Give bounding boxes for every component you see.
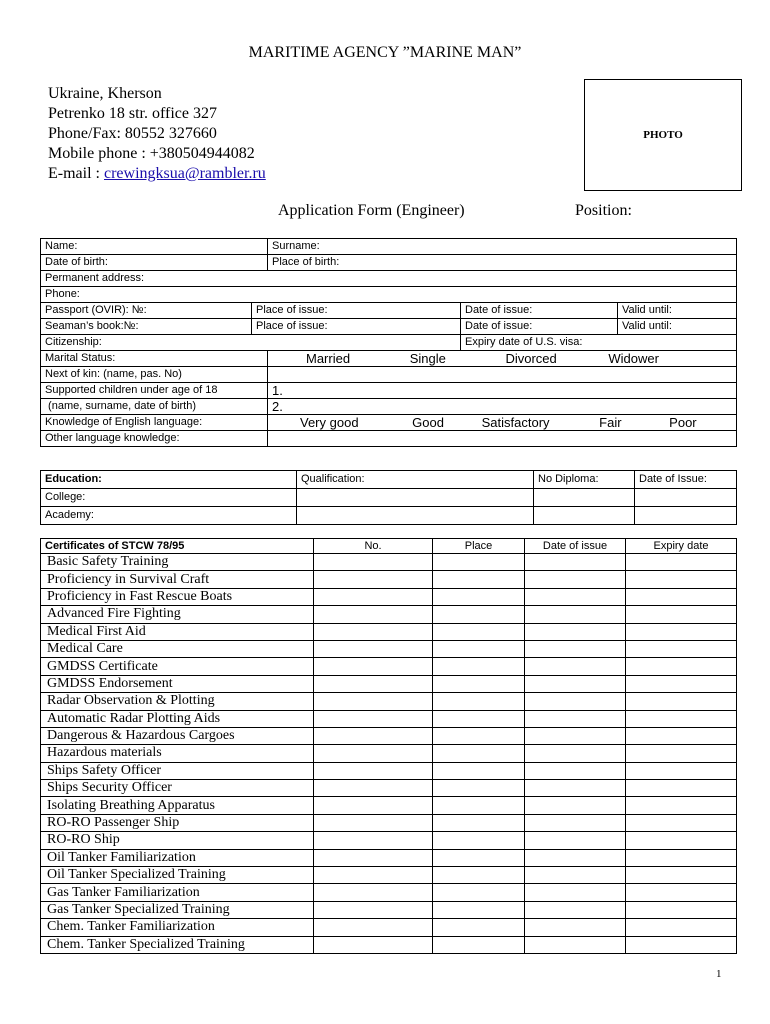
cert-date-field[interactable] (525, 901, 626, 918)
page-number: 1 (716, 968, 722, 980)
english-option-poor[interactable]: Poor (669, 415, 697, 430)
email-link[interactable]: crewingksua@rambler.ru (103, 165, 266, 182)
cert-number-field[interactable] (314, 901, 433, 918)
table-row (41, 431, 737, 447)
cert-expiry-field[interactable] (626, 780, 737, 797)
cert-date-field[interactable] (525, 919, 626, 936)
certificate-name: Radar Observation & Plotting (41, 693, 314, 710)
education-table (40, 470, 737, 525)
cert-number-field[interactable] (314, 606, 433, 623)
cert-number-field[interactable] (314, 658, 433, 675)
cert-date-field[interactable] (525, 884, 626, 901)
passport-date-field[interactable]: Date of issue: (461, 303, 618, 319)
cert-expiry-field[interactable] (626, 814, 737, 831)
marital-option-single[interactable]: Single (409, 351, 446, 366)
certificate-name: GMDSS Endorsement (41, 675, 314, 692)
certificate-name: Advanced Fire Fighting (41, 606, 314, 623)
cert-number-field[interactable] (314, 588, 433, 605)
table-row (41, 832, 737, 849)
cert-date-field[interactable] (525, 710, 626, 727)
cert-date-field[interactable] (525, 693, 626, 710)
cert-date-field[interactable] (525, 640, 626, 657)
table-row (41, 319, 737, 335)
cert-place-field[interactable] (433, 797, 525, 814)
cert-date-field[interactable] (525, 867, 626, 884)
certificate-name: Medical Care (41, 640, 314, 657)
marital-option-married[interactable]: Married (306, 351, 351, 366)
cert-number-field[interactable] (314, 727, 433, 744)
certificates-heading: Certificates of STCW 78/95 (41, 539, 314, 554)
cert-expiry-field[interactable] (626, 623, 737, 640)
cert-date-field[interactable] (525, 554, 626, 571)
col-date-header: Date of issue (525, 539, 626, 554)
cert-place-field[interactable] (433, 693, 525, 710)
children-label: Supported children under age of 18 (41, 383, 268, 399)
cert-number-field[interactable] (314, 936, 433, 953)
cert-date-field[interactable] (525, 797, 626, 814)
photo-label: PHOTO (643, 129, 683, 141)
surname-field[interactable]: Surname: (268, 239, 737, 255)
table-row (41, 901, 737, 918)
mobile-phone: Mobile phone : +380504944082 (48, 145, 255, 162)
table-row (41, 303, 737, 319)
phone-fax: Phone/Fax: 80552 327660 (48, 125, 217, 142)
cert-expiry-field[interactable] (626, 606, 737, 623)
cert-expiry-field[interactable] (626, 588, 737, 605)
cert-date-field[interactable] (525, 588, 626, 605)
email-label: E-mail : (48, 165, 104, 182)
name-field[interactable]: Name: (41, 239, 268, 255)
cert-date-field[interactable] (525, 762, 626, 779)
cert-place-field[interactable] (433, 571, 525, 588)
agency-title: MARITIME AGENCY ”MARINE MAN” (248, 44, 522, 61)
english-options (268, 415, 737, 431)
cert-expiry-field[interactable] (626, 919, 737, 936)
table-row (41, 884, 737, 901)
cert-date-field[interactable] (525, 727, 626, 744)
col-expiry-header: Expiry date (626, 539, 737, 554)
certificate-name: RO-RO Passenger Ship (41, 814, 314, 831)
cert-expiry-field[interactable] (626, 849, 737, 866)
cert-expiry-field[interactable] (626, 640, 737, 657)
cert-place-field[interactable] (433, 867, 525, 884)
cert-expiry-field[interactable] (626, 658, 737, 675)
cert-place-field[interactable] (433, 780, 525, 797)
table-row (41, 255, 737, 271)
college-date-field[interactable] (635, 489, 737, 507)
academy-qualification-field[interactable] (297, 507, 534, 525)
certificate-name: Proficiency in Survival Craft (41, 571, 314, 588)
cert-place-field[interactable] (433, 832, 525, 849)
col-place-header: Place (433, 539, 525, 554)
date-of-issue-header: Date of Issue: (635, 471, 737, 489)
cert-expiry-field[interactable] (626, 884, 737, 901)
table-row (41, 849, 737, 866)
cert-number-field[interactable] (314, 623, 433, 640)
cert-number-field[interactable] (314, 640, 433, 657)
cert-expiry-field[interactable] (626, 693, 737, 710)
cert-number-field[interactable] (314, 849, 433, 866)
table-row (41, 623, 737, 640)
table-row (41, 919, 737, 936)
certificates-header-row (41, 539, 737, 554)
cert-expiry-field[interactable] (626, 710, 737, 727)
certificate-name: Automatic Radar Plotting Aids (41, 710, 314, 727)
citizenship-field[interactable]: Citizenship: (41, 335, 461, 351)
next-of-kin-label: Next of kin: (name, pas. No) (41, 367, 268, 383)
certificate-name: Chem. Tanker Familiarization (41, 919, 314, 936)
table-row (41, 383, 737, 399)
contact-block (48, 84, 266, 184)
photo-box[interactable] (584, 79, 742, 191)
cert-place-field[interactable] (433, 606, 525, 623)
table-row (41, 351, 737, 367)
passport-valid-field[interactable]: Valid until: (618, 303, 737, 319)
certificate-name: Medical First Aid (41, 623, 314, 640)
table-row (41, 727, 737, 744)
cert-expiry-field[interactable] (626, 901, 737, 918)
cert-expiry-field[interactable] (626, 675, 737, 692)
academy-date-field[interactable] (635, 507, 737, 525)
table-row (41, 287, 737, 303)
certificate-name: Proficiency in Fast Rescue Boats (41, 588, 314, 605)
marital-option-divorced[interactable]: Divorced (505, 351, 557, 366)
cert-expiry-field[interactable] (626, 571, 737, 588)
table-row (41, 780, 737, 797)
email-line (48, 164, 266, 184)
table-row (41, 588, 737, 605)
academy-diploma-field[interactable] (534, 507, 635, 525)
address-field[interactable]: Permanent address: (41, 271, 737, 287)
certificates-table (40, 538, 737, 954)
english-option-good[interactable]: Good (412, 415, 444, 430)
cert-expiry-field[interactable] (626, 727, 737, 744)
table-row (41, 239, 737, 255)
cert-place-field[interactable] (433, 675, 525, 692)
certificate-name: Isolating Breathing Apparatus (41, 797, 314, 814)
cert-date-field[interactable] (525, 571, 626, 588)
cert-place-field[interactable] (433, 849, 525, 866)
certificate-name: Oil Tanker Familiarization (41, 849, 314, 866)
certificates-body (41, 554, 737, 954)
table-row (41, 335, 737, 351)
certificate-name: Chem. Tanker Specialized Training (41, 936, 314, 953)
table-row (41, 640, 737, 657)
children-sub-label: (name, surname, date of birth) (41, 399, 268, 415)
cert-expiry-field[interactable] (626, 762, 737, 779)
qualification-header: Qualification: (297, 471, 534, 489)
certificate-name: Ships Safety Officer (41, 762, 314, 779)
phone-field[interactable]: Phone: (41, 287, 737, 303)
table-row (41, 554, 737, 571)
cert-date-field[interactable] (525, 675, 626, 692)
cert-number-field[interactable] (314, 693, 433, 710)
cert-number-field[interactable] (314, 554, 433, 571)
certificate-name: GMDSS Certificate (41, 658, 314, 675)
cert-number-field[interactable] (314, 571, 433, 588)
english-label: Knowledge of English language: (41, 415, 268, 431)
certificate-name: Gas Tanker Specialized Training (41, 901, 314, 918)
certificate-name: RO-RO Ship (41, 832, 314, 849)
visa-expiry-field[interactable]: Expiry date of U.S. visa: (461, 335, 737, 351)
cert-place-field[interactable] (433, 745, 525, 762)
cert-date-field[interactable] (525, 780, 626, 797)
english-option-very-good[interactable]: Very good (300, 415, 359, 430)
table-row (41, 471, 737, 489)
table-row (41, 867, 737, 884)
cert-expiry-field[interactable] (626, 797, 737, 814)
marital-options (268, 351, 737, 367)
cert-date-field[interactable] (525, 745, 626, 762)
certificate-name: Dangerous & Hazardous Cargoes (41, 727, 314, 744)
seaman-valid-field[interactable]: Valid until: (618, 319, 737, 335)
certificate-name: Oil Tanker Specialized Training (41, 867, 314, 884)
cert-number-field[interactable] (314, 797, 433, 814)
table-row (41, 675, 737, 692)
other-language-label: Other language knowledge: (41, 431, 268, 447)
cert-number-field[interactable] (314, 745, 433, 762)
education-heading: Education: (41, 471, 297, 489)
english-option-fair[interactable]: Fair (599, 415, 622, 430)
table-row (41, 367, 737, 383)
cert-date-field[interactable] (525, 832, 626, 849)
cert-place-field[interactable] (433, 658, 525, 675)
cert-place-field[interactable] (433, 901, 525, 918)
cert-place-field[interactable] (433, 710, 525, 727)
cert-date-field[interactable] (525, 936, 626, 953)
form-title: Application Form (Engineer) (278, 202, 465, 219)
pob-field[interactable]: Place of birth: (268, 255, 737, 271)
certificate-name: Basic Safety Training (41, 554, 314, 571)
certificate-name: Gas Tanker Familiarization (41, 884, 314, 901)
cert-expiry-field[interactable] (626, 867, 737, 884)
table-row (41, 693, 737, 710)
certificate-name: Hazardous materials (41, 745, 314, 762)
academy-label: Academy: (41, 507, 297, 525)
diploma-header: No Diploma: (534, 471, 635, 489)
child-1-field[interactable]: 1. (268, 383, 737, 399)
cert-date-field[interactable] (525, 849, 626, 866)
table-row (41, 571, 737, 588)
cert-number-field[interactable] (314, 675, 433, 692)
table-row (41, 936, 737, 953)
other-language-field[interactable] (268, 431, 737, 447)
marital-option-widower[interactable]: Widower (608, 351, 659, 366)
col-no-header: No. (314, 539, 433, 554)
cert-place-field[interactable] (433, 936, 525, 953)
address-line: Ukraine, Kherson (48, 85, 162, 102)
english-option-satisfactory[interactable]: Satisfactory (481, 415, 550, 430)
cert-date-field[interactable] (525, 814, 626, 831)
personal-details-table (40, 238, 737, 447)
cert-date-field[interactable] (525, 658, 626, 675)
cert-number-field[interactable] (314, 884, 433, 901)
college-label: College: (41, 489, 297, 507)
cert-date-field[interactable] (525, 606, 626, 623)
cert-expiry-field[interactable] (626, 554, 737, 571)
cert-place-field[interactable] (433, 554, 525, 571)
cert-place-field[interactable] (433, 623, 525, 640)
cert-number-field[interactable] (314, 919, 433, 936)
child-2-field[interactable]: 2. (268, 399, 737, 415)
cert-date-field[interactable] (525, 623, 626, 640)
dob-field[interactable]: Date of birth: (41, 255, 268, 271)
seaman-book-field[interactable]: Seaman’s book:№: (41, 319, 252, 335)
cert-place-field[interactable] (433, 640, 525, 657)
cert-number-field[interactable] (314, 832, 433, 849)
cert-place-field[interactable] (433, 762, 525, 779)
certificate-name: Ships Security Officer (41, 780, 314, 797)
cert-number-field[interactable] (314, 814, 433, 831)
cert-expiry-field[interactable] (626, 936, 737, 953)
cert-number-field[interactable] (314, 780, 433, 797)
passport-place-field[interactable]: Place of issue: (252, 303, 461, 319)
table-row (41, 745, 737, 762)
table-row (41, 399, 737, 415)
position-label: Position: (575, 202, 632, 219)
table-row (41, 797, 737, 814)
college-qualification-field[interactable] (297, 489, 534, 507)
table-row (41, 489, 737, 507)
cert-place-field[interactable] (433, 727, 525, 744)
cert-expiry-field[interactable] (626, 832, 737, 849)
cert-place-field[interactable] (433, 884, 525, 901)
table-row (41, 606, 737, 623)
cert-expiry-field[interactable] (626, 745, 737, 762)
cert-place-field[interactable] (433, 588, 525, 605)
next-of-kin-field[interactable] (268, 367, 737, 383)
marital-status-label: Marital Status: (41, 351, 268, 367)
cert-number-field[interactable] (314, 867, 433, 884)
seaman-date-field[interactable]: Date of issue: (461, 319, 618, 335)
table-row (41, 814, 737, 831)
seaman-place-field[interactable]: Place of issue: (252, 319, 461, 335)
cert-place-field[interactable] (433, 814, 525, 831)
table-row (41, 658, 737, 675)
table-row (41, 507, 737, 525)
cert-place-field[interactable] (433, 919, 525, 936)
table-row (41, 762, 737, 779)
college-diploma-field[interactable] (534, 489, 635, 507)
street-address: Petrenko 18 str. office 327 (48, 105, 218, 122)
passport-number-field[interactable]: Passport (OVIR): №: (41, 303, 252, 319)
cert-number-field[interactable] (314, 762, 433, 779)
table-row (41, 710, 737, 727)
table-row (41, 415, 737, 431)
cert-number-field[interactable] (314, 710, 433, 727)
table-row (41, 271, 737, 287)
